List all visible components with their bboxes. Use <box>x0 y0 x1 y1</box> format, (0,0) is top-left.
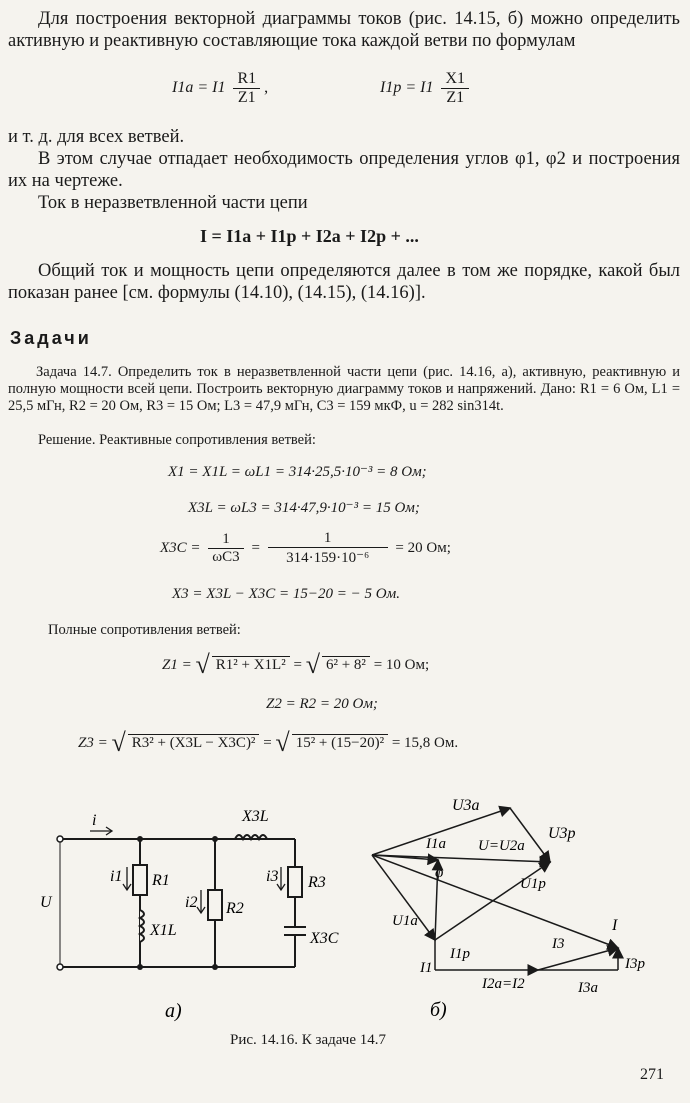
label-i2a-i2: I2a=I2 <box>482 976 525 992</box>
page-number: 271 <box>640 1066 664 1083</box>
label-i1a: I1a <box>426 836 446 852</box>
label-u3p: U3p <box>548 825 576 842</box>
problem-text: Задача 14.7. Определить ток в неразветвленной части цепи (рис. 14.16, а), активную, реактивную и полную мощности всей цепи. Построить векторную диаграмму токов и напряжений. Дано: R1 = 6 Ом, L1 = 25,5 мГн, R2 = 20 Ом, R3 = 15 Ом; L3 = 47,9 мГн, C3 = 159 мкФ, u = 282 sin314t. <box>8 364 680 414</box>
label-x3c: X3C <box>310 930 339 947</box>
label-u-u2a: U=U2a <box>478 838 525 854</box>
intro-paragraph-2: и т. д. для всех ветвей. <box>8 127 185 147</box>
equation-z1: Z1 = √ R1² + X1L² = √ 6² + 8² = 10 Ом; <box>162 650 430 679</box>
formula-total-current: I = I1a + I1p + I2a + I2p + ... <box>200 226 419 246</box>
label-phi: φ <box>435 865 444 881</box>
label-x3l: X3L <box>242 808 269 825</box>
vector-diagram <box>350 780 670 1030</box>
intro-paragraph-1: Для построения векторной диаграммы токов (рис. 14.15, б) можно определить активную и реактивную составляющие тока каждой ветви по формулам <box>8 9 680 51</box>
label-r2: R2 <box>226 900 244 917</box>
label-i1: i1 <box>110 868 123 885</box>
intro-paragraph-5: Общий ток и мощность цепи определяются далее в том же порядке, какой был показан ранее [см. формулы (14.10), (14.15), (14.16)]. <box>8 261 680 303</box>
equation-x3c: X3C = $\frac{1}{\omega C3}$ = $\frac{1}{\text{314·159·10⁻⁶}}$ = 20 Ом; <box>160 530 451 566</box>
section-title: Задачи <box>10 328 92 348</box>
label-u1a: U1a <box>392 913 418 929</box>
figure-caption: Рис. 14.16. К задаче 14.7 <box>230 1032 387 1048</box>
label-i2: i2 <box>185 894 198 911</box>
label-u3a: U3a <box>452 797 480 814</box>
equation-x3l: X3L = ωL3 = 314·47,9·10⁻³ = 15 Ом; <box>188 500 420 516</box>
label-i: I <box>612 917 618 934</box>
label-r3: R3 <box>308 874 326 891</box>
label-u: U <box>40 894 52 911</box>
equation-z3: Z3 = √ R3² + (X3L − X3C)² = √ 15² + (15−20)² = 15,8 Ом. <box>78 728 459 757</box>
intro-paragraph-4: Ток в неразветвленной части цепи <box>38 193 308 213</box>
label-u1p: U1p <box>520 876 546 892</box>
subfigure-a-label: а) <box>165 1000 182 1022</box>
intro-paragraph-3: В этом случае отпадает необходимость определения углов φ1, φ2 и построения их на чертеже. <box>8 149 680 191</box>
label-i1: I1 <box>420 960 433 976</box>
label-r1: R1 <box>152 872 170 889</box>
label-i3a: I3a <box>578 980 598 996</box>
circuit-diagram <box>30 795 350 1025</box>
subfigure-b-label: б) <box>430 999 447 1021</box>
label-i1p: I1p <box>450 946 470 962</box>
label-x1l: X1L <box>150 922 177 939</box>
label-i3: I3 <box>552 936 565 952</box>
formula-reactive-current: I1p = I1 $\frac{X1}{Z1}$ <box>380 70 473 107</box>
label-i3: i3 <box>266 868 279 885</box>
formula-active-current: I1a = I1 $\frac{R1}{Z1}$ , <box>172 70 269 106</box>
solution-intro: Решение. Реактивные сопротивления ветвей: <box>38 432 316 448</box>
equation-x1: X1 = X1L = ωL1 = 314·25,5·10⁻³ = 8 Ом; <box>168 464 427 480</box>
label-i3p: I3p <box>625 956 645 972</box>
label-i: i <box>92 812 97 829</box>
equation-z2: Z2 = R2 = 20 Ом; <box>266 696 378 712</box>
equation-x3: X3 = X3L − X3C = 15−20 = − 5 Ом. <box>172 586 400 602</box>
full-impedance-intro: Полные сопротивления ветвей: <box>48 622 241 638</box>
